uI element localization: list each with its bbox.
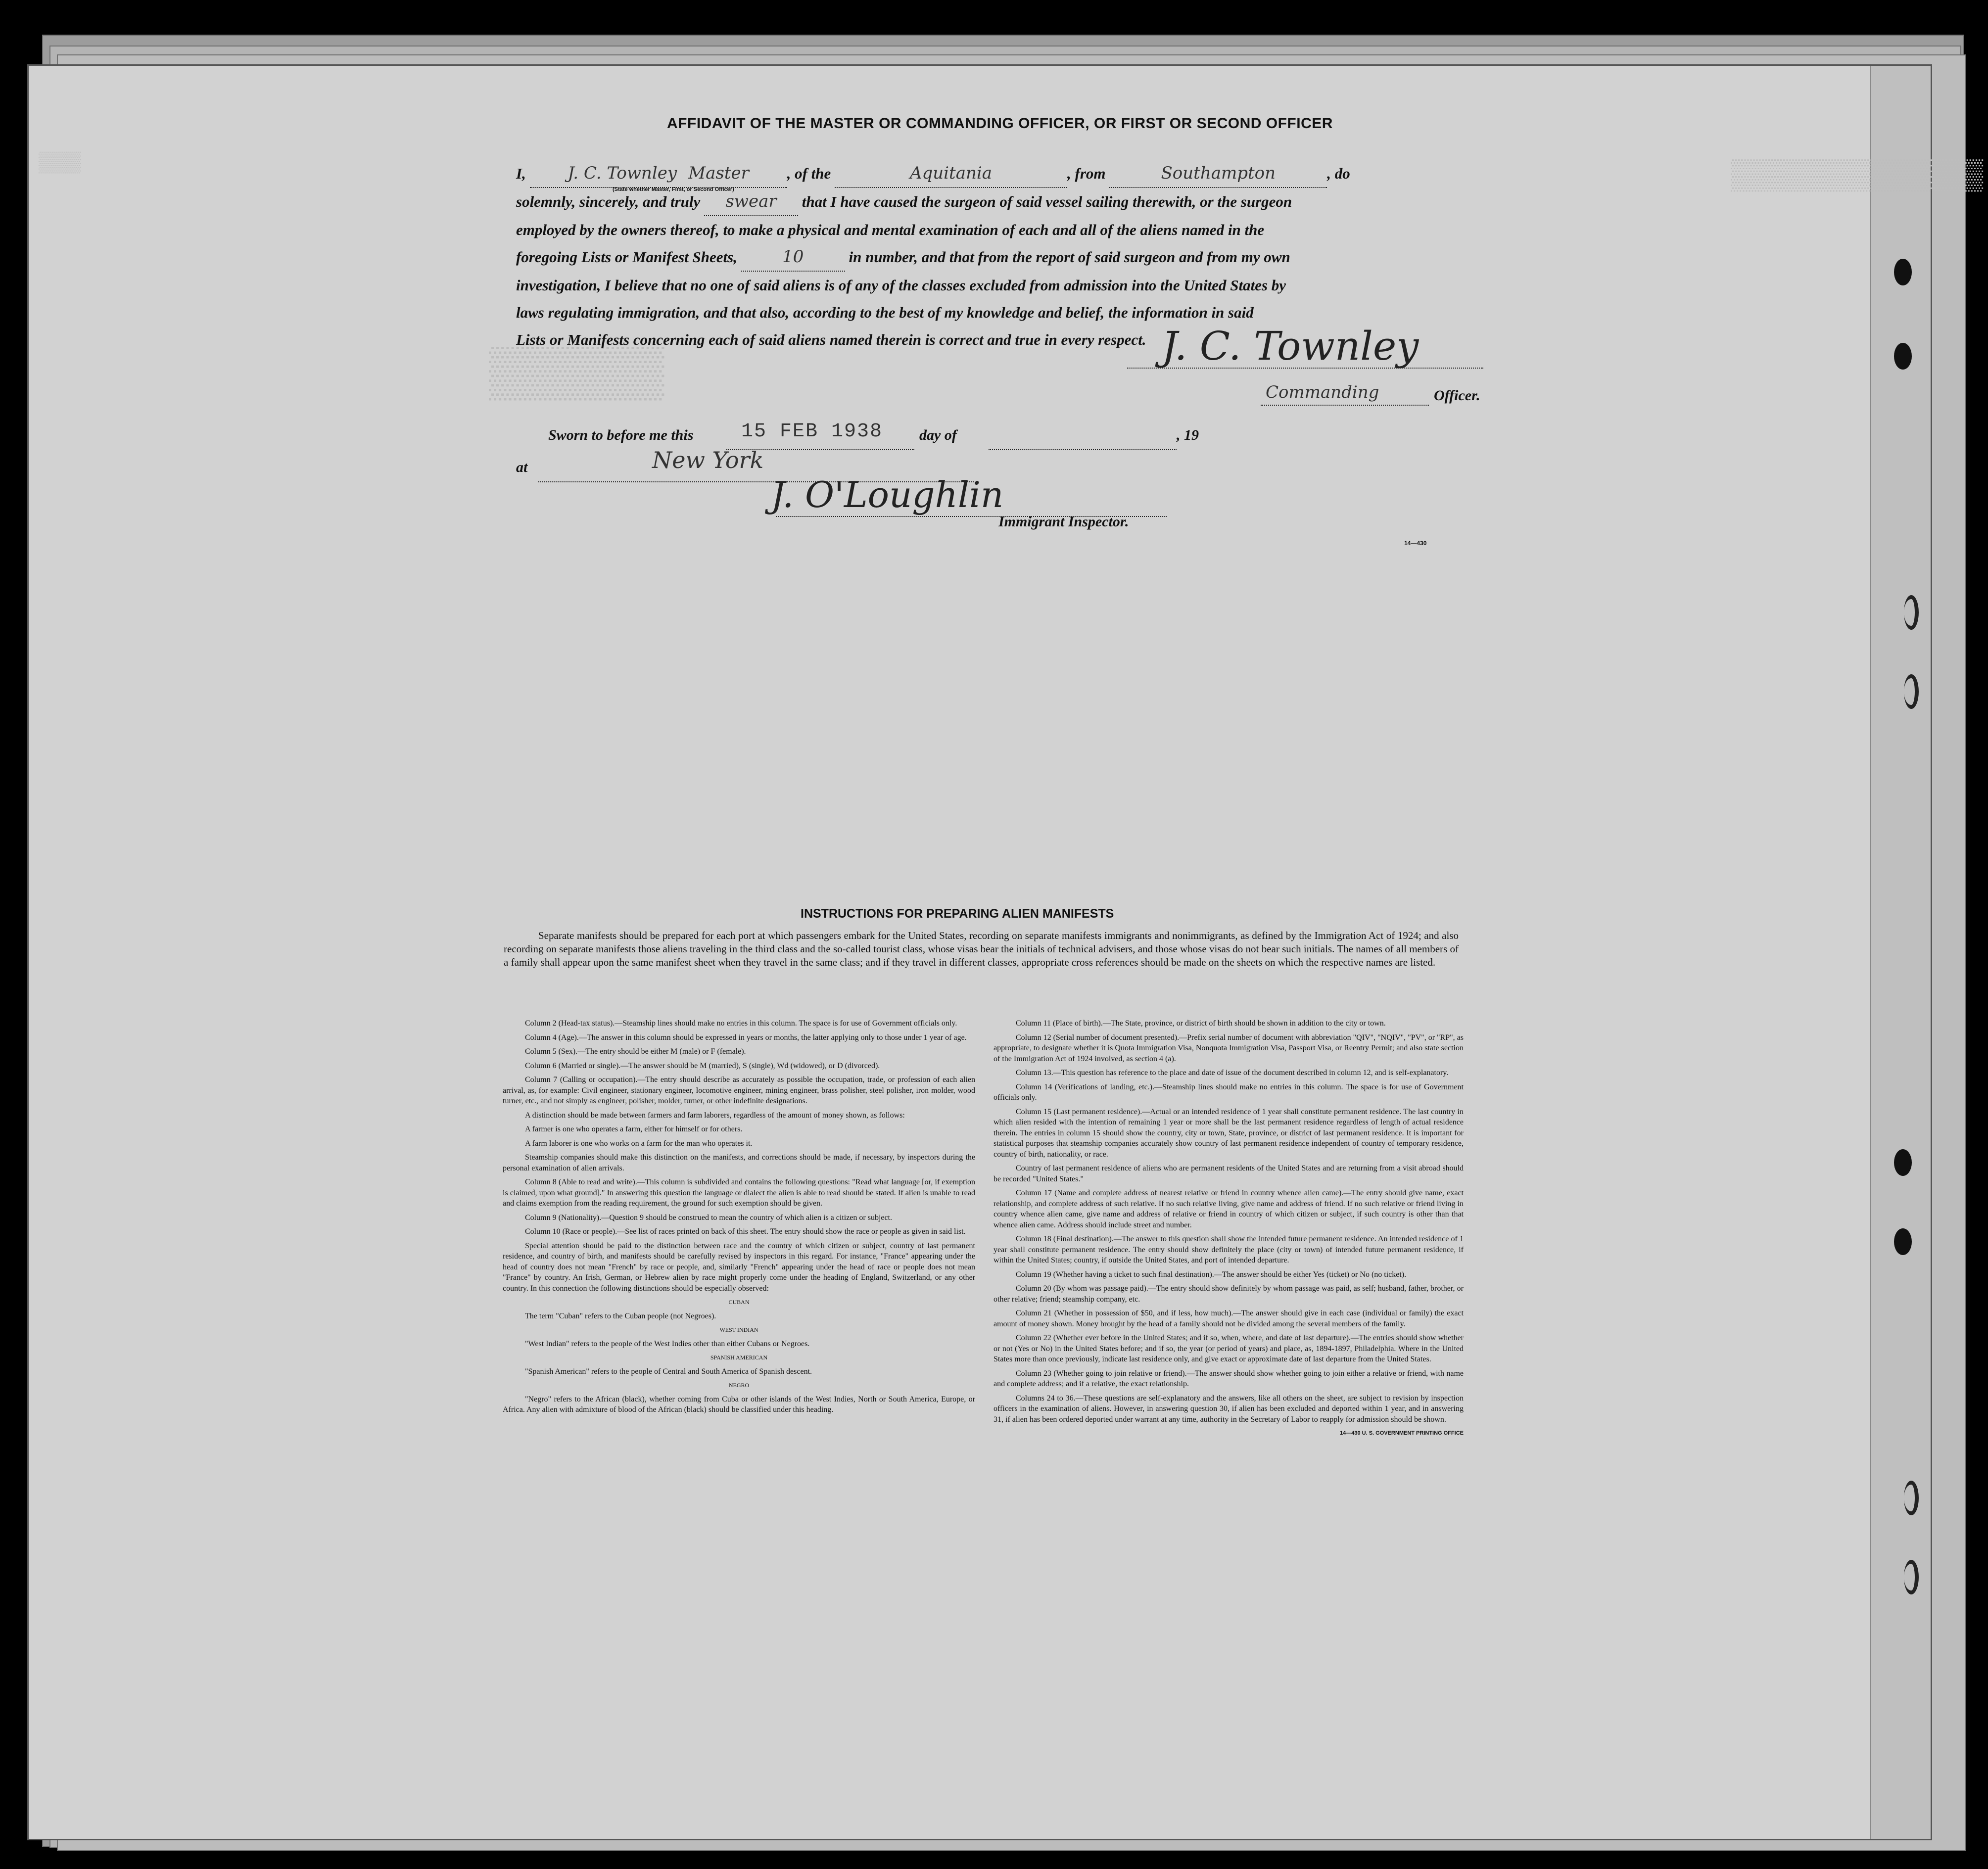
port-field <box>1109 160 1327 188</box>
form-number: 14—430 <box>1404 540 1427 547</box>
affidavit-line-5: investigation, I believe that no one of said aliens is of any of the classes excluded from admission into the United States by <box>516 277 1286 294</box>
instruction-paragraph: Steamship companies should make this distinction on the manifests, and corrections should be made, if necessary, by inspectors during the personal examination of alien arrivals. <box>503 1153 975 1172</box>
instruction-paragraph: "Spanish American" refers to the people of Central and South America of Spanish descent. <box>525 1367 812 1376</box>
instruction-paragraph: "West Indian" refers to the people of the West Indies other than either Cubans or Negroes. <box>525 1339 810 1348</box>
affidavit-line-3: employed by the owners thereof, to make a physical and mental examination of each and all of the aliens named in the <box>516 221 1265 238</box>
text: , do <box>1327 165 1350 182</box>
punch-hole <box>1894 259 1912 285</box>
officer-label: Officer. <box>1434 387 1480 404</box>
ship-name-field <box>835 160 1067 188</box>
bleed-through-text: ▒▒▒▒▒ <box>489 344 664 399</box>
officer-title-line <box>1261 405 1429 406</box>
sworn-label: Sworn to before me this <box>548 427 694 443</box>
instruction-paragraph: Special attention should be paid to the distinction between race and the country of which citizen or subject, country of last permanent residence, and country of birth, and manifests should be carefully revised by inspectors in this regard. For instance, "France" appearing under the head of country does not mean "French" by race or people, and, similarly "French" appearing under the head of race or people does not mean "France" by country. An Irish, German, or Hebrew alien by race might properly come under the heading of England, Switzerland, or any other country. In this connection the following distinctions should be especially observed: <box>503 1241 975 1293</box>
punch-hole <box>1894 343 1912 370</box>
instruction-paragraph: Column 22 (Whether ever before in the United States; and if so, when, where, and date of last departure).—The entries should show whether or not (Yes or No) in the United States before; and if so, the year (or period of years) and place, as, 1894-1897, Philadelphia. Where in the United States more than once previously, indicate last residence only, and give exact or approximate date of last departure from the United States. <box>994 1334 1464 1363</box>
handwritten-sheet-count: 10 <box>782 247 804 267</box>
handwritten-swear: swear <box>725 191 777 211</box>
handwritten-rank: Master <box>688 163 749 183</box>
affidavit-line-7: Lists or Manifests concerning each of said aliens named therein is correct and true in every respect. <box>516 331 1146 348</box>
handwritten-ship: Aquitania <box>909 163 993 183</box>
instruction-paragraph: A farm laborer is one who works on a farm for the man who operates it. <box>525 1139 753 1148</box>
instruction-paragraph: Column 11 (Place of birth).—The State, province, or district of birth should be shown in addition to the city or town. <box>1016 1019 1386 1028</box>
handwritten-name: J. C. Townley <box>568 163 677 183</box>
affidavit-line-4 <box>516 243 1486 272</box>
instruction-paragraph: A distinction should be made between farmers and farm laborers, regardless of the amount of money shown, as follows: <box>525 1111 905 1120</box>
month-line <box>989 449 1177 450</box>
inspector-label: Immigrant Inspector. <box>998 514 1129 530</box>
heading-negro: NEGRO <box>728 1382 750 1389</box>
instruction-paragraph: Column 14 (Verifications of landing, etc.).—Steamship lines should make no entries in this column. The space is for use of Government officials only. <box>994 1082 1464 1102</box>
inspector-signature: J. O'Loughlin <box>771 474 1004 515</box>
instruction-paragraph: Column 13.—This question has reference to the place and date of issue of the document described in column 12, and is self-explanatory. <box>1016 1069 1449 1077</box>
instruction-paragraph: Column 20 (By whom was passage paid).—The entry should show definitely by whom passage was paid, as self; husband, father, brother, or other relative; friend; steamship company, etc. <box>994 1284 1464 1304</box>
instructions-left-column <box>503 1018 975 1419</box>
affidavit-title: AFFIDAVIT OF THE MASTER OR COMMANDING OFFICER, OR FIRST OR SECOND OFFICER <box>667 115 1333 132</box>
instruction-paragraph: Column 9 (Nationality).—Question 9 should be construed to mean the country of which alien is a citizen or subject. <box>525 1213 893 1222</box>
date-stamp: 15 FEB 1938 <box>741 421 883 443</box>
bleed-through-text: ▒▒▒ <box>39 150 81 173</box>
affidavit-line-1 <box>516 160 1486 188</box>
text: , of the <box>787 165 831 182</box>
instruction-paragraph: Country of last permanent residence of aliens who are permanent residents of the United States and are returning from a visit abroad should be recorded "United States." <box>994 1164 1464 1183</box>
master-signature: J. C. Townley <box>1162 323 1419 369</box>
instruction-paragraph: The term "Cuban" refers to the Cuban people (not Negroes). <box>525 1311 716 1320</box>
punch-hole <box>1904 1481 1919 1515</box>
text: in number, and that from the report of said surgeon and from my own <box>849 248 1290 266</box>
sheets-count-field <box>741 243 845 272</box>
instruction-paragraph: Column 8 (Able to read and write).—This column is subdivided and contains the following questions: "Read what language [or, if exemption is claimed, upon what ground]." In answering this question the language or dialect the alien is able to read should be stated. If alien is unable to read and claims exemption from the reading requirement, the ground for such exemption should be given. <box>503 1178 975 1208</box>
instruction-paragraph: "Negro" refers to the African (black), whether coming from Cuba or other islands of the West Indies, North or South America, Europe, or Africa. Any alien with admixture of blood of the African (black) should be classified under this heading. <box>503 1395 975 1414</box>
year-label: , 19 <box>1177 427 1199 443</box>
instruction-paragraph: Column 17 (Name and complete address of nearest relative or friend in country whence alien came).—The entry should give name, exact relationship, and complete address of such relative. If no such relative living, give name and address of friend. If no such relative or friend living in country whence alien came, give name and address of relative or friend in country of which citizen or subject, if such country is other than that whence alien came. Address should include street and number. <box>994 1189 1464 1229</box>
at-label: at <box>516 459 528 475</box>
instruction-paragraph: Column 23 (Whether going to join relative or friend).—The answer should show whether going to join either a relative or friend, with name and complete address; and if a relative, the exact relationship. <box>994 1369 1464 1388</box>
binding-strip <box>1870 66 1931 1839</box>
day-of-label: day of <box>919 427 957 443</box>
punch-hole <box>1904 595 1919 630</box>
printing-office-footer: 14—430 U. S. GOVERNMENT PRINTING OFFICE <box>1340 1430 1464 1436</box>
instruction-paragraph: Column 21 (Whether in possession of $50, and if less, how much).—The answer should give in each case (individual or family) the exact amount of money shown. Money brought by the head of a family should not be divided among the several members of the family. <box>994 1309 1464 1328</box>
instruction-paragraph: A farmer is one who operates a farm, either for himself or for others. <box>525 1125 743 1133</box>
punch-hole <box>1894 1149 1912 1176</box>
heading-cuban: CUBAN <box>728 1299 750 1306</box>
instruction-paragraph: Column 19 (Whether having a ticket to such final destination).—The answer should be either Yes (ticket) or No (no ticket). <box>1016 1270 1407 1279</box>
affidavit-line-6: laws regulating immigration, and that also, according to the best of my knowledge and belief, the information in said <box>516 304 1254 321</box>
text: foregoing Lists or Manifest Sheets, <box>516 248 737 266</box>
instruction-paragraph: Column 6 (Married or single).—The answer should be M (married), S (single), Wd (widowed), or D (divorced). <box>525 1061 880 1070</box>
instruction-paragraph: Column 4 (Age).—The answer in this column should be expressed in years or months, the latter applying only to those under 1 year of age. <box>525 1033 967 1042</box>
handwritten-port: Southampton <box>1161 163 1276 183</box>
text: solemnly, sincerely, and truly <box>516 193 701 210</box>
instruction-paragraph: Column 7 (Calling or occupation).—The entry should describe as accurately as possible the occupation, trade, or profession of each alien arrival, as, for example: Civil engineer, stationary engineer, locomotive engineer, mining engineer, brass polisher, steel polisher, iron molder, wood turner, etc., and not simply as engineer, polisher, molder, turner, or other indefinite designations. <box>503 1075 975 1105</box>
bleed-through-text: ▒▒▒▒▒▒▒▒▒▒▒▒ <box>1731 158 1984 190</box>
instruction-paragraph: Column 10 (Race or people).—See list of races printed on back of this sheet. The entry should show the race or people as given in said list. <box>525 1227 966 1236</box>
instruction-paragraph: Column 15 (Last permanent residence).—Actual or an intended residence of 1 year shall constitute permanent residence. The last country in which alien resided with the intention of remaining 1 year or more shall be the last permanent residence regardless of length of actual residence therein. The entries in column 15 should show the country, city or town, State, province, or district of last permanent residence. It is important for statistical purposes that steamship companies accurately show country of last permanent residence independent of country of temporary residence, country of birth, nationality, or race. <box>994 1107 1464 1159</box>
punch-hole <box>1904 1560 1919 1594</box>
text: that I have caused the surgeon of said vessel sailing therewith, or the surgeon <box>802 193 1292 210</box>
text: I, <box>516 165 526 182</box>
instruction-paragraph: Column 18 (Final destination).—The answer to this question shall show the intended future permanent residence. An intended residence of 1 year shall constitute permanent residence. The entry should show definitely the place (city or town) of intended future permanent residence, if within the United States; country, if outside the United States, and port of intended departure. <box>994 1235 1464 1264</box>
instructions-right-column <box>994 1018 1464 1439</box>
instruction-paragraph: Column 12 (Serial number of document presented).—Prefix serial number of document with abbreviation "QIV", "NQIV", "PV", or "RP", as appropriate, to designate whether it is Quota Immigration Visa, Nonquota Immigration Visa, Passport Visa, or Reentry Permit; and also state section of the Immigration Act of 1924 involved, as section 4 (a). <box>994 1033 1464 1063</box>
instructions-intro: Separate manifests should be prepared for each port at which passengers embark for the United States, recording on separate manifests immigrants and nonimmigrants, as defined by the Immigration Act of 1924; and also recording on separate manifests those aliens traveling in the third class and the so-called tourist class, whose visas bear the initials of technical advisers, and those whose visas do not bear such initials. The names of all members of a family shall appear upon the same manifest sheet when they travel in the same class; and if they travel in different classes, appropriate cross references should be made on the sheets on which the respective names are listed. <box>504 930 1459 968</box>
heading-west-indian: WEST INDIAN <box>719 1326 758 1333</box>
rank-note: (State whether Master, First, or Second Officer) <box>613 187 734 192</box>
text: , from <box>1067 165 1106 182</box>
instructions-title: INSTRUCTIONS FOR PREPARING ALIEN MANIFESTS <box>801 907 1114 921</box>
heading-spanish-american: SPANISH AMERICAN <box>710 1354 768 1361</box>
punch-hole <box>1904 674 1919 709</box>
manifest-page <box>27 64 1984 1840</box>
handwritten-place: New York <box>652 447 764 473</box>
signature-line <box>1127 368 1483 369</box>
instruction-paragraph: Column 5 (Sex).—The entry should be either M (male) or F (female). <box>525 1047 746 1056</box>
instruction-paragraph: Column 2 (Head-tax status).—Steamship lines should make no entries in this column. The space is for use of Government officials only. <box>525 1019 957 1028</box>
handwritten-commanding: Commanding <box>1266 382 1379 402</box>
master-name-field <box>530 160 787 188</box>
instruction-paragraph: Columns 24 to 36.—These questions are self-explanatory and the answers, like all others on the sheet, are subject to revision by inspection officers in the examination of aliens. However, in answering question 30, if alien has been excluded and deported within 1 year, and in answering 31, if alien has been ordered deported under warrant at any time, authority in the Secretary of Labor to reapply for admission should be shown. <box>994 1394 1464 1424</box>
punch-hole <box>1894 1228 1912 1255</box>
